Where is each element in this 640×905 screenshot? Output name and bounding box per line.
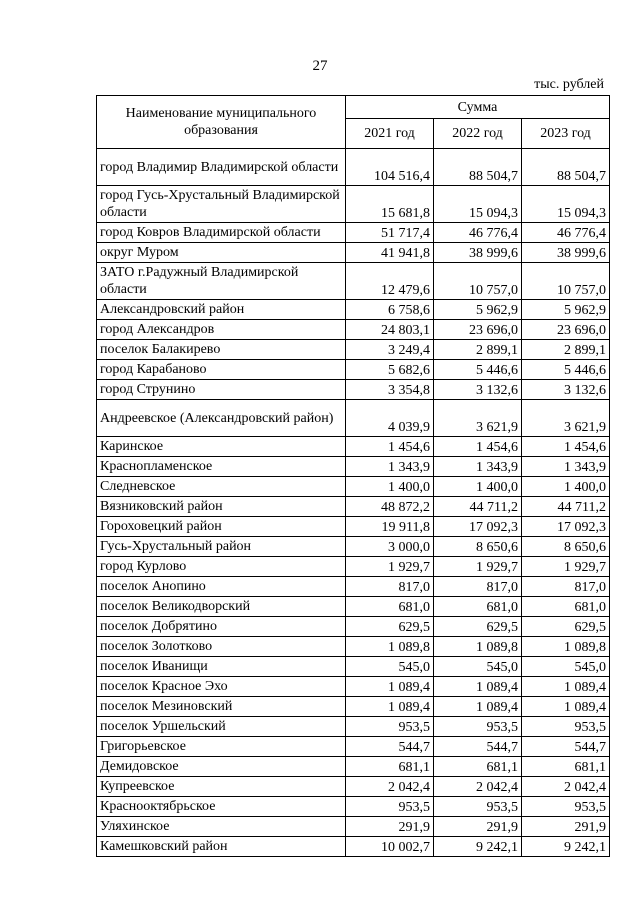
amount-2023: 953,5	[522, 797, 610, 817]
table-row	[97, 777, 610, 797]
amount-2022: 3 621,9	[434, 400, 522, 437]
table-row	[97, 360, 610, 380]
amount-2021: 24 803,1	[346, 320, 434, 340]
table-row	[97, 457, 610, 477]
amount-2023: 681,0	[522, 597, 610, 617]
municipality-name: Андреевское (Александровский район)	[97, 400, 346, 437]
amount-2022: 681,1	[434, 757, 522, 777]
unit-label: тыс. рублей	[534, 77, 604, 92]
amount-2023: 10 757,0	[522, 263, 610, 300]
amount-2021: 1 089,8	[346, 637, 434, 657]
municipality-name: поселок Анопино	[97, 577, 346, 597]
amount-2022: 1 089,4	[434, 697, 522, 717]
amount-2021: 2 042,4	[346, 777, 434, 797]
table-row	[97, 400, 610, 437]
amount-2022: 817,0	[434, 577, 522, 597]
amount-2022: 8 650,6	[434, 537, 522, 557]
table-row	[97, 497, 610, 517]
amount-2023: 817,0	[522, 577, 610, 597]
amount-2023: 2 042,4	[522, 777, 610, 797]
municipality-name: поселок Мезиновский	[97, 697, 346, 717]
amount-2022: 545,0	[434, 657, 522, 677]
amount-2023: 5 962,9	[522, 300, 610, 320]
amount-2021: 12 479,6	[346, 263, 434, 300]
municipality-name: Григорьевское	[97, 737, 346, 757]
amount-2023: 23 696,0	[522, 320, 610, 340]
amount-2022: 2 899,1	[434, 340, 522, 360]
table-row	[97, 243, 610, 263]
amount-2021: 681,0	[346, 597, 434, 617]
amount-2021: 15 681,8	[346, 186, 434, 223]
amount-2022: 629,5	[434, 617, 522, 637]
amount-2022: 953,5	[434, 797, 522, 817]
table-row	[97, 380, 610, 400]
amount-2023: 291,9	[522, 817, 610, 837]
amount-2021: 104 516,4	[346, 149, 434, 186]
municipality-name: ЗАТО г.Радужный Владимирской области	[97, 263, 346, 300]
municipality-name: Демидовское	[97, 757, 346, 777]
table-row	[97, 737, 610, 757]
municipality-name: город Струнино	[97, 380, 346, 400]
amount-2021: 1 089,4	[346, 677, 434, 697]
table-row	[97, 797, 610, 817]
municipality-name: поселок Балакирево	[97, 340, 346, 360]
amount-2023: 8 650,6	[522, 537, 610, 557]
amount-2022: 1 929,7	[434, 557, 522, 577]
municipality-name: Александровский район	[97, 300, 346, 320]
municipality-name: Камешковский район	[97, 837, 346, 857]
table-row	[97, 597, 610, 617]
amount-2023: 1 343,9	[522, 457, 610, 477]
municipality-name: Каринское	[97, 437, 346, 457]
amount-2023: 1 400,0	[522, 477, 610, 497]
municipality-name: Уляхинское	[97, 817, 346, 837]
table-row	[97, 617, 610, 637]
amount-2022: 46 776,4	[434, 223, 522, 243]
amount-2022: 17 092,3	[434, 517, 522, 537]
amount-2021: 1 929,7	[346, 557, 434, 577]
amount-2021: 1 089,4	[346, 697, 434, 717]
budget-table	[96, 95, 610, 857]
municipality-name: город Карабаново	[97, 360, 346, 380]
header-year-2022: 2022 год	[434, 119, 522, 149]
amount-2021: 1 343,9	[346, 457, 434, 477]
amount-2023: 1 454,6	[522, 437, 610, 457]
amount-2021: 1 454,6	[346, 437, 434, 457]
table-row	[97, 477, 610, 497]
table-row	[97, 677, 610, 697]
amount-2022: 1 089,8	[434, 637, 522, 657]
amount-2023: 9 242,1	[522, 837, 610, 857]
amount-2023: 681,1	[522, 757, 610, 777]
amount-2022: 953,5	[434, 717, 522, 737]
amount-2022: 10 757,0	[434, 263, 522, 300]
table-row	[97, 817, 610, 837]
municipality-name: город Ковров Владимирской области	[97, 223, 346, 243]
table-row	[97, 149, 610, 186]
municipality-name: город Александров	[97, 320, 346, 340]
amount-2022: 38 999,6	[434, 243, 522, 263]
amount-2023: 3 132,6	[522, 380, 610, 400]
amount-2023: 38 999,6	[522, 243, 610, 263]
header-year-2021: 2021 год	[346, 119, 434, 149]
table-row	[97, 263, 610, 300]
amount-2022: 1 343,9	[434, 457, 522, 477]
table-row	[97, 637, 610, 657]
amount-2021: 6 758,6	[346, 300, 434, 320]
amount-2023: 88 504,7	[522, 149, 610, 186]
amount-2021: 681,1	[346, 757, 434, 777]
amount-2021: 51 717,4	[346, 223, 434, 243]
amount-2021: 3 354,8	[346, 380, 434, 400]
amount-2022: 15 094,3	[434, 186, 522, 223]
amount-2022: 1 089,4	[434, 677, 522, 697]
amount-2021: 19 911,8	[346, 517, 434, 537]
municipality-name: поселок Иванищи	[97, 657, 346, 677]
amount-2023: 46 776,4	[522, 223, 610, 243]
table-row	[97, 657, 610, 677]
table-row	[97, 537, 610, 557]
municipality-name: Купреевское	[97, 777, 346, 797]
table-row	[97, 320, 610, 340]
amount-2022: 544,7	[434, 737, 522, 757]
municipality-name: город Владимир Владимирской области	[97, 149, 346, 186]
amount-2023: 953,5	[522, 717, 610, 737]
municipality-name: Гусь-Хрустальный район	[97, 537, 346, 557]
amount-2021: 817,0	[346, 577, 434, 597]
municipality-name: Краснооктябрьское	[97, 797, 346, 817]
amount-2023: 44 711,2	[522, 497, 610, 517]
amount-2021: 629,5	[346, 617, 434, 637]
table-row	[97, 837, 610, 857]
table-row	[97, 717, 610, 737]
municipality-name: округ Муром	[97, 243, 346, 263]
amount-2021: 3 000,0	[346, 537, 434, 557]
amount-2021: 10 002,7	[346, 837, 434, 857]
amount-2022: 291,9	[434, 817, 522, 837]
amount-2023: 1 929,7	[522, 557, 610, 577]
amount-2022: 1 454,6	[434, 437, 522, 457]
amount-2021: 5 682,6	[346, 360, 434, 380]
table-row	[97, 300, 610, 320]
table-row	[97, 757, 610, 777]
municipality-name: Краснопламенское	[97, 457, 346, 477]
amount-2023: 544,7	[522, 737, 610, 757]
amount-2023: 1 089,4	[522, 697, 610, 717]
amount-2023: 1 089,4	[522, 677, 610, 697]
municipality-name: Гороховецкий район	[97, 517, 346, 537]
table-row	[97, 437, 610, 457]
page-number: 27	[312, 58, 328, 74]
amount-2021: 545,0	[346, 657, 434, 677]
amount-2021: 291,9	[346, 817, 434, 837]
amount-2021: 1 400,0	[346, 477, 434, 497]
municipality-name: город Гусь-Хрустальный Владимирской области	[97, 186, 346, 223]
amount-2022: 5 962,9	[434, 300, 522, 320]
amount-2023: 17 092,3	[522, 517, 610, 537]
amount-2023: 3 621,9	[522, 400, 610, 437]
amount-2022: 2 042,4	[434, 777, 522, 797]
table-row	[97, 557, 610, 577]
amount-2021: 953,5	[346, 797, 434, 817]
amount-2021: 4 039,9	[346, 400, 434, 437]
amount-2021: 3 249,4	[346, 340, 434, 360]
amount-2023: 2 899,1	[522, 340, 610, 360]
amount-2022: 23 696,0	[434, 320, 522, 340]
municipality-name: Вязниковский район	[97, 497, 346, 517]
amount-2022: 1 400,0	[434, 477, 522, 497]
header-sum: Сумма	[346, 96, 610, 119]
amount-2021: 41 941,8	[346, 243, 434, 263]
header-year-2023: 2023 год	[522, 119, 610, 149]
amount-2022: 44 711,2	[434, 497, 522, 517]
municipality-name: город Курлово	[97, 557, 346, 577]
municipality-name: поселок Золотково	[97, 637, 346, 657]
table-row	[97, 517, 610, 537]
table-row	[97, 340, 610, 360]
table-row	[97, 223, 610, 243]
amount-2022: 681,0	[434, 597, 522, 617]
municipality-name: поселок Великодворский	[97, 597, 346, 617]
amount-2022: 88 504,7	[434, 149, 522, 186]
municipality-name: поселок Добрятино	[97, 617, 346, 637]
municipality-name: поселок Уршельский	[97, 717, 346, 737]
table-row	[97, 186, 610, 223]
amount-2023: 1 089,8	[522, 637, 610, 657]
amount-2022: 9 242,1	[434, 837, 522, 857]
amount-2023: 545,0	[522, 657, 610, 677]
municipality-name: Следневское	[97, 477, 346, 497]
amount-2023: 629,5	[522, 617, 610, 637]
amount-2021: 544,7	[346, 737, 434, 757]
amount-2023: 5 446,6	[522, 360, 610, 380]
amount-2021: 48 872,2	[346, 497, 434, 517]
amount-2022: 3 132,6	[434, 380, 522, 400]
amount-2023: 15 094,3	[522, 186, 610, 223]
amount-2021: 953,5	[346, 717, 434, 737]
table-row	[97, 577, 610, 597]
table-row	[97, 697, 610, 717]
municipality-name: поселок Красное Эхо	[97, 677, 346, 697]
amount-2022: 5 446,6	[434, 360, 522, 380]
header-name: Наименование муниципального образования	[97, 96, 346, 149]
